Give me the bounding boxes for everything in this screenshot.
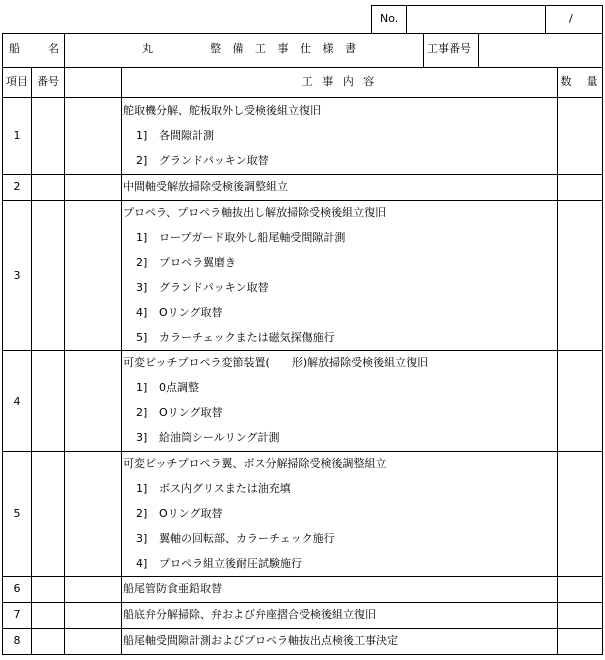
sub-item-text: グランドパッキン取替 — [159, 154, 269, 167]
rule — [478, 33, 479, 67]
rule — [423, 33, 424, 67]
rule — [406, 5, 407, 33]
row-title: 中間軸受解放掃除受検後調整組立 — [123, 180, 288, 193]
rule — [2, 67, 603, 68]
rule — [371, 5, 372, 33]
sub-item-number: 2] — [136, 406, 148, 419]
row-title: 船尾管防食亜鉛取替 — [123, 582, 222, 595]
work-number-label: 工事番号 — [427, 42, 471, 55]
sub-item-text: ボス内グリスまたは油充填 — [159, 482, 291, 495]
page-separator: / — [569, 12, 573, 25]
document-title: 整 備 工 事 仕 様 書 — [210, 42, 360, 55]
column-header-number: 番号 — [37, 75, 59, 88]
rule — [121, 67, 122, 655]
rule — [557, 67, 558, 655]
row-item-number: 7 — [13, 608, 21, 621]
rule — [2, 350, 603, 351]
rule — [64, 33, 65, 67]
row-item-number: 2 — [13, 180, 21, 193]
row-title: 可変ピッチプロペラ変節装置( 形)解放掃除受検後組立復旧 — [123, 356, 429, 369]
sub-item-text: Oリング取替 — [159, 507, 223, 520]
row-title: プロペラ、プロペラ軸抜出し解放掃除受検後組立復旧 — [123, 206, 387, 219]
sub-item-text: Oリング取替 — [159, 406, 223, 419]
sub-item-text: 給油筒シールリング計測 — [159, 431, 280, 444]
sub-item-number: 1] — [136, 482, 148, 495]
sub-item-number: 5] — [136, 331, 148, 344]
rule — [602, 5, 603, 655]
rule — [64, 67, 65, 655]
column-header-content: 工 事 内 容 — [301, 75, 378, 88]
sub-item-text: グランドパッキン取替 — [159, 281, 269, 294]
sub-item-text: プロペラ組立後耐圧試験施行 — [159, 557, 302, 570]
column-header-item: 項目 — [6, 75, 28, 88]
rule — [31, 67, 32, 655]
sub-item-number: 4] — [136, 557, 148, 570]
sub-item-text: 翼軸の回転部、カラーチェック施行 — [159, 532, 335, 545]
sub-item-text: 0点調整 — [159, 381, 199, 394]
rule — [2, 576, 603, 577]
sub-item-number: 1] — [136, 231, 148, 244]
sub-item-number: 2] — [136, 154, 148, 167]
sub-item-text: Oリング取替 — [159, 306, 223, 319]
ship-suffix: 丸 — [142, 42, 153, 55]
row-item-number: 3 — [13, 269, 21, 282]
row-title: 舵取機分解、舵板取外し受検後組立復旧 — [123, 104, 321, 117]
rule — [2, 174, 603, 175]
column-header-quantity: 数 量 — [560, 75, 600, 88]
sub-item-number: 4] — [136, 306, 148, 319]
rule — [2, 451, 603, 452]
row-title: 船尾軸受間隙計測およびプロペラ軸抜出点検後工事決定 — [123, 634, 398, 647]
rule — [2, 602, 603, 603]
row-item-number: 5 — [13, 507, 21, 520]
sub-item-number: 1] — [136, 129, 148, 142]
sub-item-number: 3] — [136, 431, 148, 444]
rule — [2, 33, 3, 655]
sub-item-text: ロープガード取外し船尾軸受間隙計測 — [159, 231, 346, 244]
sub-item-number: 3] — [136, 281, 148, 294]
row-item-number: 1 — [13, 129, 21, 142]
sub-item-number: 2] — [136, 507, 148, 520]
sub-item-number: 2] — [136, 256, 148, 269]
no-label: No. — [380, 12, 399, 25]
rule — [2, 200, 603, 201]
row-item-number: 6 — [13, 582, 21, 595]
row-title: 可変ピッチプロペラ翼、ボス分解掃除受検後調整組立 — [123, 457, 387, 470]
sub-item-number: 3] — [136, 532, 148, 545]
rule — [545, 5, 546, 33]
row-item-number: 8 — [13, 634, 21, 647]
sub-item-text: プロペラ翼磨き — [159, 256, 236, 269]
row-title: 船底弁分解掃除、弁および弁座摺合受検後組立復旧 — [123, 608, 376, 621]
rule — [2, 97, 603, 98]
sub-item-text: 各間隙計測 — [159, 129, 214, 142]
sub-item-number: 1] — [136, 381, 148, 394]
ship-name-label: 船 名 — [9, 42, 61, 55]
row-item-number: 4 — [13, 395, 21, 408]
rule — [2, 33, 603, 34]
sub-item-text: カラーチェックまたは磁気探傷施行 — [159, 331, 335, 344]
rule — [2, 628, 603, 629]
rule — [2, 654, 603, 655]
